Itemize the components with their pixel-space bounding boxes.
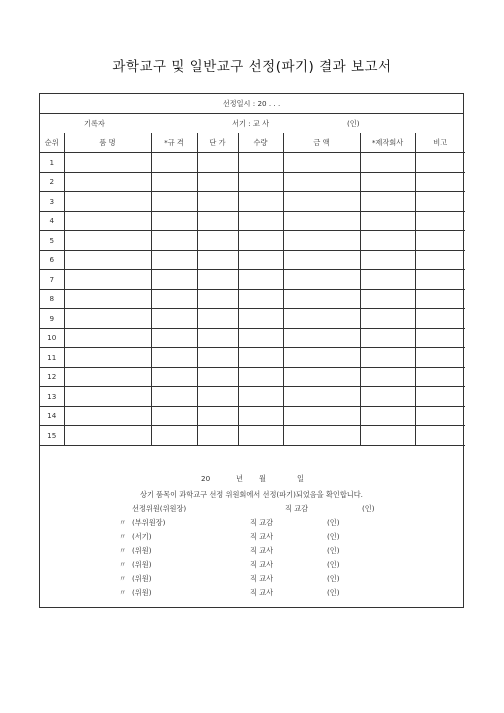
table-cell xyxy=(64,270,151,290)
table-cell xyxy=(415,270,465,290)
table-cell xyxy=(415,309,465,329)
table-cell xyxy=(360,309,415,329)
row-rank: 14 xyxy=(40,406,64,426)
table-cell xyxy=(238,367,283,387)
table-cell xyxy=(415,328,465,348)
table-cell xyxy=(197,250,238,270)
table-cell xyxy=(64,367,151,387)
member-role: (위원) xyxy=(132,560,152,569)
table-cell xyxy=(197,231,238,251)
table-cell xyxy=(238,270,283,290)
member-title: 직 교사 xyxy=(250,574,274,583)
table-cell xyxy=(238,211,283,231)
table-row xyxy=(40,172,465,192)
table-row xyxy=(40,289,465,309)
table-cell xyxy=(360,406,415,426)
table-cell xyxy=(151,387,197,407)
table-cell xyxy=(238,348,283,368)
date-month: 월 xyxy=(259,474,266,483)
chair-role: 선정위원(위원장) xyxy=(132,504,187,513)
table-cell xyxy=(415,231,465,251)
table-cell xyxy=(64,348,151,368)
table-cell xyxy=(151,328,197,348)
member-seal: (인) xyxy=(327,518,340,527)
table-row xyxy=(40,367,465,387)
item-table xyxy=(40,133,465,446)
table-cell xyxy=(197,426,238,446)
table-cell xyxy=(415,250,465,270)
table-cell xyxy=(238,250,283,270)
member-seal: (인) xyxy=(327,560,340,569)
table-cell xyxy=(197,270,238,290)
table-cell xyxy=(64,250,151,270)
table-cell xyxy=(197,367,238,387)
confirmation-section xyxy=(40,467,463,607)
col-amount: 금 액 xyxy=(283,133,360,153)
table-cell xyxy=(151,309,197,329)
selection-date: 선정일시 : 20 . . . xyxy=(222,99,281,108)
member-role: (부위원장) xyxy=(132,518,166,527)
table-cell xyxy=(360,387,415,407)
table-row xyxy=(40,250,465,270)
table-row xyxy=(40,270,465,290)
table-cell xyxy=(238,387,283,407)
row-rank: 13 xyxy=(40,387,64,407)
member-seal: (인) xyxy=(327,532,340,541)
table-cell xyxy=(360,153,415,173)
table-cell xyxy=(197,309,238,329)
table-cell xyxy=(151,348,197,368)
table-cell xyxy=(415,406,465,426)
table-cell xyxy=(360,172,415,192)
table-cell xyxy=(151,192,197,212)
member-title: 직 교감 xyxy=(250,518,274,527)
table-cell xyxy=(415,289,465,309)
table-cell xyxy=(197,387,238,407)
chair-title: 직 교감 xyxy=(285,504,309,513)
table-cell xyxy=(238,309,283,329)
table-cell xyxy=(151,231,197,251)
member-role: (위원) xyxy=(132,588,152,597)
row-rank: 7 xyxy=(40,270,64,290)
row-rank: 2 xyxy=(40,172,64,192)
table-cell xyxy=(64,406,151,426)
table-cell xyxy=(415,387,465,407)
ditto-mark: 〃 xyxy=(119,518,127,527)
row-rank: 1 xyxy=(40,153,64,173)
table-cell xyxy=(283,250,360,270)
table-cell xyxy=(360,192,415,212)
recorder-seal: (인) xyxy=(347,119,360,128)
member-title: 직 교사 xyxy=(250,560,274,569)
date-year: 20 xyxy=(201,474,211,483)
table-cell xyxy=(283,270,360,290)
table-cell xyxy=(360,289,415,309)
table-cell xyxy=(415,367,465,387)
col-manufacturer: *제작회사 xyxy=(360,133,415,153)
table-row xyxy=(40,192,465,212)
table-cell xyxy=(64,192,151,212)
table-row xyxy=(40,348,465,368)
member-title: 직 교사 xyxy=(250,588,274,597)
col-item-name: 품 명 xyxy=(64,133,151,153)
table-cell xyxy=(283,406,360,426)
table-cell xyxy=(238,153,283,173)
table-cell xyxy=(151,367,197,387)
table-cell xyxy=(283,231,360,251)
table-cell xyxy=(238,406,283,426)
table-cell xyxy=(64,309,151,329)
table-cell xyxy=(151,172,197,192)
date-day: 일 xyxy=(297,474,304,483)
table-cell xyxy=(360,426,415,446)
table-cell xyxy=(415,348,465,368)
table-row xyxy=(40,231,465,251)
table-cell xyxy=(197,211,238,231)
table-cell xyxy=(360,231,415,251)
table-cell xyxy=(151,426,197,446)
table-cell xyxy=(360,270,415,290)
table-cell xyxy=(197,348,238,368)
ditto-mark: 〃 xyxy=(119,588,127,597)
table-row xyxy=(40,387,465,407)
member-role: (위원) xyxy=(132,574,152,583)
col-spec: *규 격 xyxy=(151,133,197,153)
table-cell xyxy=(64,172,151,192)
table-cell xyxy=(197,328,238,348)
table-cell xyxy=(415,172,465,192)
table-cell xyxy=(238,328,283,348)
table-cell xyxy=(283,426,360,446)
table-cell xyxy=(283,289,360,309)
member-seal: (인) xyxy=(327,588,340,597)
table-cell xyxy=(415,426,465,446)
chair-seal: (인) xyxy=(362,504,375,513)
row-rank: 3 xyxy=(40,192,64,212)
report-frame xyxy=(39,93,464,608)
secretary-label: 서기 : 교 사 xyxy=(232,119,270,128)
table-cell xyxy=(197,172,238,192)
table-cell xyxy=(238,231,283,251)
table-cell xyxy=(360,250,415,270)
table-cell xyxy=(64,328,151,348)
ditto-mark: 〃 xyxy=(119,546,127,555)
recorder-label: 기록자 xyxy=(84,119,105,128)
table-cell xyxy=(415,192,465,212)
table-cell xyxy=(283,153,360,173)
table-cell xyxy=(238,289,283,309)
table-cell xyxy=(238,172,283,192)
table-cell xyxy=(151,250,197,270)
table-cell xyxy=(197,406,238,426)
row-rank: 4 xyxy=(40,211,64,231)
date-year-unit: 년 xyxy=(236,474,243,483)
confirmation-statement: 상기 품목이 과학교구 선정 위원회에서 선정(파기)되었음을 확인합니다. xyxy=(140,490,363,499)
table-cell xyxy=(283,387,360,407)
ditto-mark: 〃 xyxy=(119,560,127,569)
member-seal: (인) xyxy=(327,574,340,583)
row-rank: 5 xyxy=(40,231,64,251)
table-header-row xyxy=(40,133,465,153)
table-cell xyxy=(283,192,360,212)
table-cell xyxy=(238,426,283,446)
col-quantity: 수량 xyxy=(238,133,283,153)
document-title: 과학교구 및 일반교구 선정(파기) 결과 보고서 xyxy=(112,59,392,75)
table-cell xyxy=(360,211,415,231)
table-cell xyxy=(415,153,465,173)
col-remarks: 비고 xyxy=(415,133,465,153)
table-cell xyxy=(197,289,238,309)
table-cell xyxy=(151,211,197,231)
ditto-mark: 〃 xyxy=(119,532,127,541)
col-unit-price: 단 가 xyxy=(197,133,238,153)
member-seal: (인) xyxy=(327,546,340,555)
table-cell xyxy=(151,270,197,290)
row-rank: 12 xyxy=(40,367,64,387)
table-cell xyxy=(151,406,197,426)
table-cell xyxy=(64,426,151,446)
table-cell xyxy=(64,153,151,173)
table-row xyxy=(40,328,465,348)
row-rank: 11 xyxy=(40,348,64,368)
ditto-mark: 〃 xyxy=(119,574,127,583)
table-cell xyxy=(360,367,415,387)
divider xyxy=(40,113,463,114)
table-row xyxy=(40,406,465,426)
table-cell xyxy=(283,328,360,348)
table-cell xyxy=(283,309,360,329)
member-title: 직 교사 xyxy=(250,532,274,541)
table-cell xyxy=(151,289,197,309)
member-title: 직 교사 xyxy=(250,546,274,555)
row-rank: 15 xyxy=(40,426,64,446)
table-cell xyxy=(415,211,465,231)
table-cell xyxy=(360,348,415,368)
member-role: (위원) xyxy=(132,546,152,555)
table-cell xyxy=(151,153,197,173)
table-cell xyxy=(64,289,151,309)
table-cell xyxy=(283,367,360,387)
row-rank: 9 xyxy=(40,309,64,329)
table-cell xyxy=(283,348,360,368)
table-row xyxy=(40,153,465,173)
col-rank: 순위 xyxy=(40,133,64,153)
row-rank: 8 xyxy=(40,289,64,309)
row-rank: 10 xyxy=(40,328,64,348)
table-cell xyxy=(64,387,151,407)
member-role: (서기) xyxy=(132,532,152,541)
table-row xyxy=(40,211,465,231)
table-cell xyxy=(64,211,151,231)
table-cell xyxy=(197,192,238,212)
table-cell xyxy=(64,231,151,251)
table-row xyxy=(40,309,465,329)
row-rank: 6 xyxy=(40,250,64,270)
table-cell xyxy=(283,211,360,231)
table-cell xyxy=(283,172,360,192)
table-cell xyxy=(238,192,283,212)
table-row xyxy=(40,426,465,446)
table-cell xyxy=(360,328,415,348)
table-cell xyxy=(197,153,238,173)
